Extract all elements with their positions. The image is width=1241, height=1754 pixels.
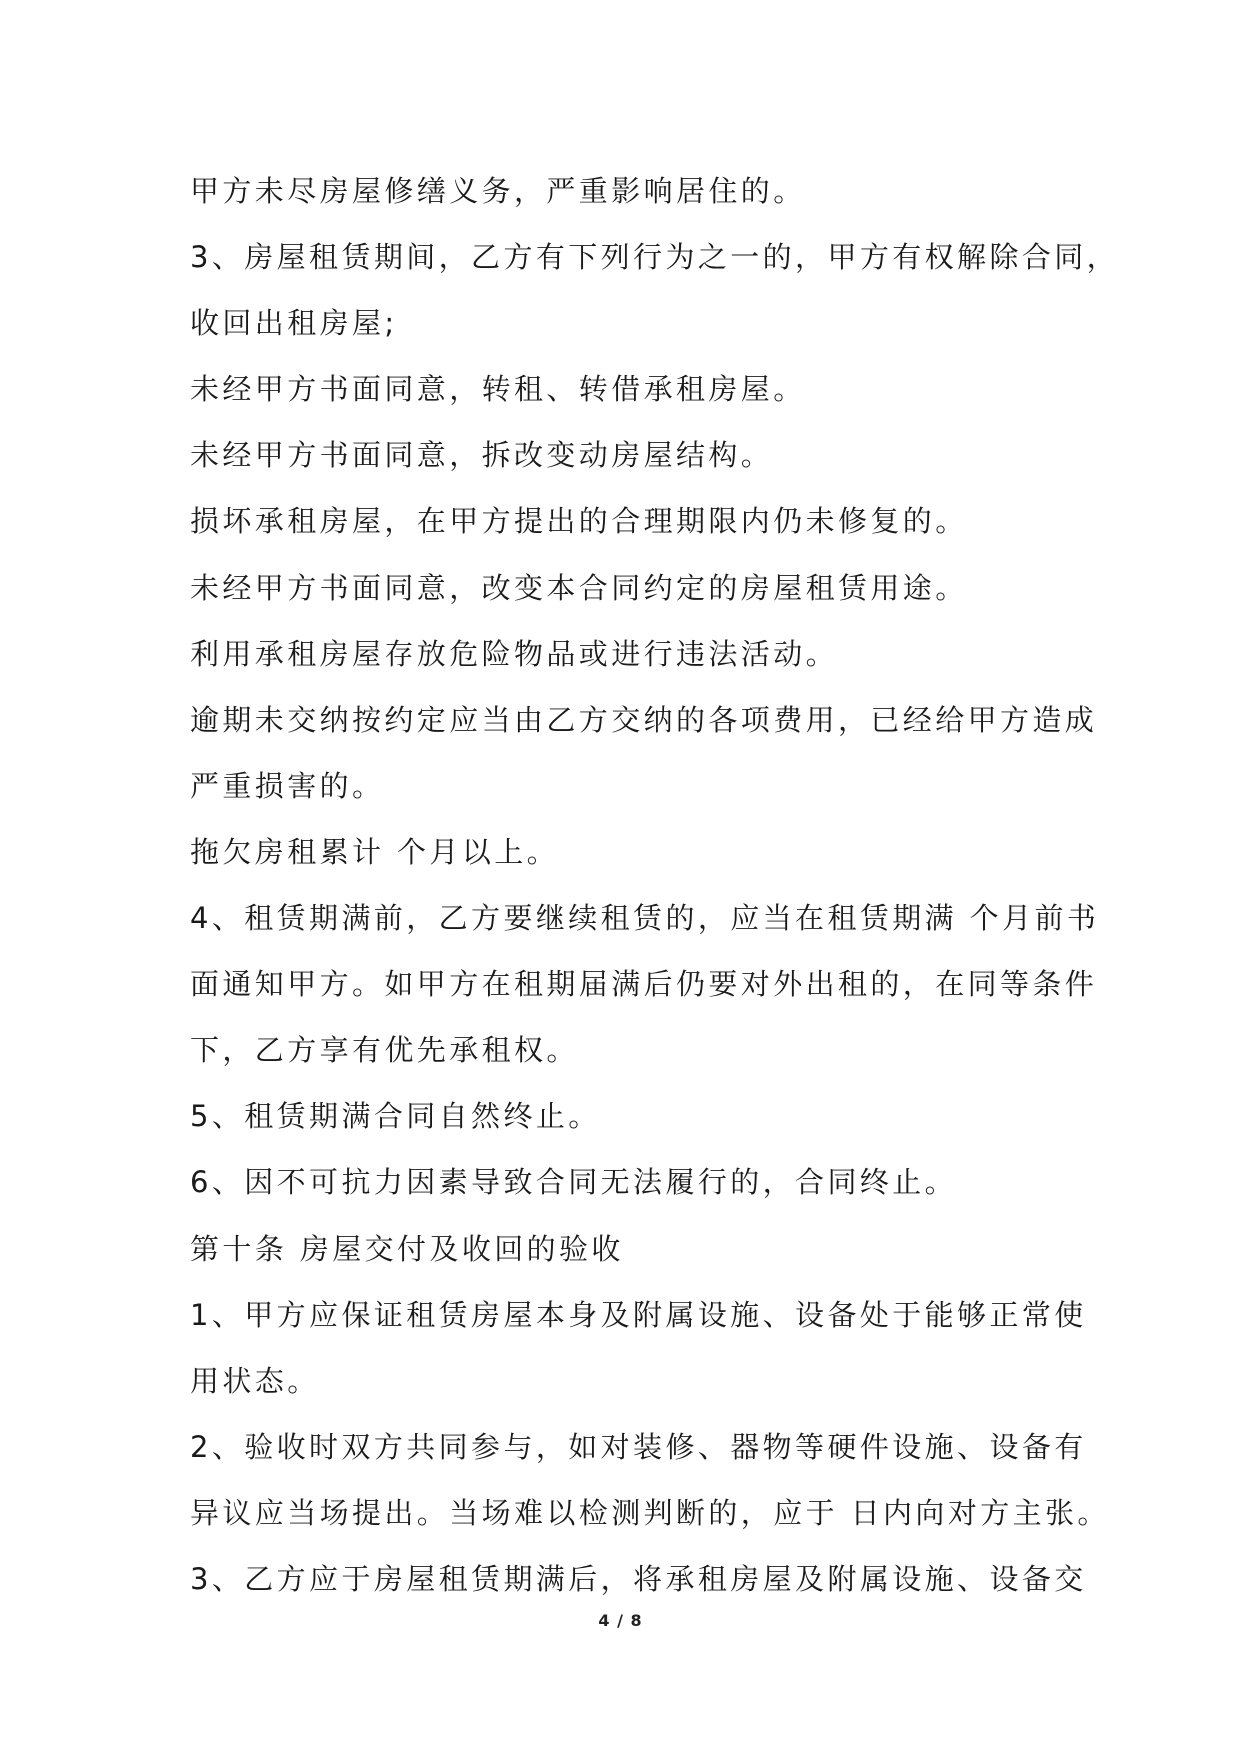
text-line: 下，乙方享有优先承租权。 xyxy=(190,1033,579,1068)
text-line: 1、甲方应保证租赁房屋本身及附属设施、设备处于能够正常使 xyxy=(190,1297,1087,1332)
text-line: 收回出租房屋; xyxy=(190,306,398,341)
text-line: 6、因不可抗力因素导致合同无法履行的，合同终止。 xyxy=(190,1165,958,1200)
text-line: 损坏承租房屋，在甲方提出的合理期限内仍未修复的。 xyxy=(190,504,968,539)
text-line: 5、租赁期满合同自然终止。 xyxy=(190,1099,601,1134)
text-line: 2、验收时双方共同参与，如对装修、器物等硬件设施、设备有 xyxy=(190,1429,1087,1464)
text-line: 面通知甲方。如甲方在租期届满后仍要对外出租的，在同等条件 xyxy=(190,967,1098,1002)
text-line: 严重损害的。 xyxy=(190,768,385,803)
text-line: 甲方未尽房屋修缮义务，严重影响居住的。 xyxy=(190,174,806,208)
text-line: 未经甲方书面同意，转租、转借承租房屋。 xyxy=(190,372,806,407)
text-line: 3、乙方应于房屋租赁期满后，将承租房屋及附属设施、设备交 xyxy=(190,1561,1087,1596)
text-line: 4、租赁期满前，乙方要继续租赁的，应当在租赁期满 个月前书 xyxy=(190,901,1100,936)
text-line: 利用承租房屋存放危险物品或进行违法活动。 xyxy=(190,636,839,671)
section-heading: 第十条 房屋交付及收回的验收 xyxy=(190,1231,624,1266)
text-line: 3、房屋租赁期间，乙方有下列行为之一的，甲方有权解除合同， xyxy=(190,240,1120,275)
text-line: 异议应当场提出。当场难以检测判断的，应于 日内向对方主张。 xyxy=(190,1495,1110,1530)
text-line: 用状态。 xyxy=(190,1363,320,1398)
text-line: 未经甲方书面同意，改变本合同约定的房屋租赁用途。 xyxy=(190,570,968,605)
page-number: 4 / 8 xyxy=(598,1611,643,1630)
text-line: 逾期未交纳按约定应当由乙方交纳的各项费用，已经给甲方造成 xyxy=(190,702,1098,737)
text-line: 未经甲方书面同意，拆改变动房屋结构。 xyxy=(190,438,774,473)
text-line: 拖欠房租累计 个月以上。 xyxy=(190,834,560,869)
document-body xyxy=(190,158,1120,1612)
